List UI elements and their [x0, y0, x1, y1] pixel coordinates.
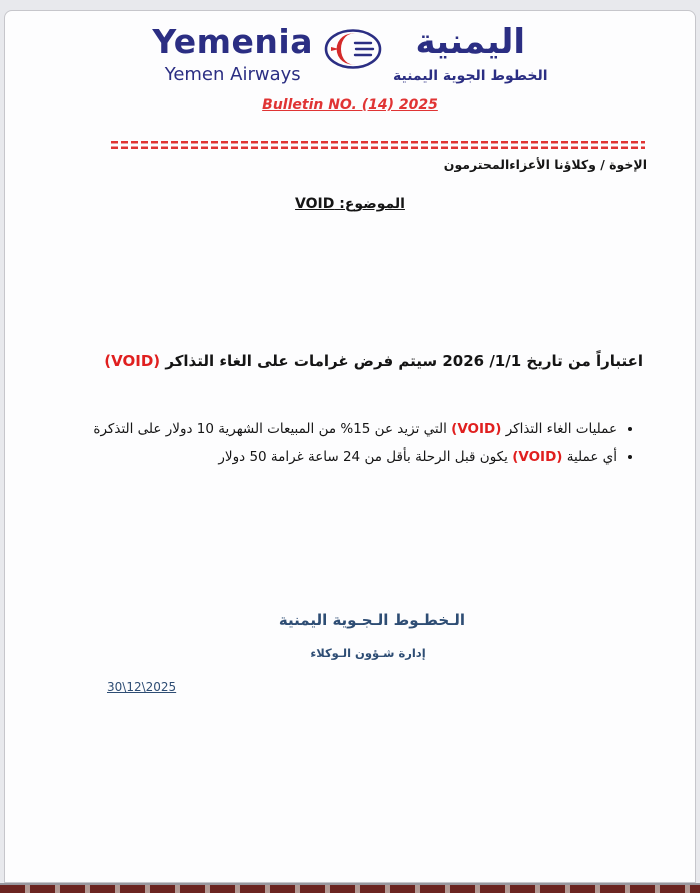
bullet-item-monthly-sales-penalty	[45, 415, 617, 443]
tagline-arabic: الخطوط الجوية اليمنية	[392, 68, 548, 84]
bottom-cutoff-separator	[0, 883, 700, 893]
signature-department: إدارة شـؤون الـوكلاء	[310, 646, 426, 661]
logo-english-block	[152, 22, 313, 85]
bullet1-void-term: (VOID)	[451, 420, 502, 437]
logo-arabic-block	[392, 22, 548, 84]
heading-text: اعتباراً من تاريخ 1/1/ 2026 سيتم فرض غرامات على الغاء التذاكر	[160, 352, 643, 370]
crescent-bird-logo-icon	[323, 27, 383, 75]
heading-void-term: (VOID)	[104, 352, 161, 370]
bulletin-title: Bulletin NO. (14) 2025	[262, 97, 438, 113]
signature-company: الـخطـوط الـجـوية اليمنية	[278, 611, 466, 630]
bulletin-page	[4, 10, 696, 883]
bullet2-text-before: أي عملية	[562, 448, 617, 465]
subject-line: الموضوع: VOID	[295, 196, 405, 212]
logo	[5, 22, 695, 85]
brand-name-arabic: اليمنية	[415, 22, 526, 62]
bullet2-void-term: (VOID)	[512, 448, 563, 465]
bullet1-text-after: التي تزيد عن 15% من المبيعات الشهرية 10 دولار على التذكرة	[93, 420, 452, 437]
equals-separator-line	[111, 141, 645, 149]
greeting-row	[5, 157, 695, 172]
bullet1-text-before: عمليات الغاء التذاكر	[501, 420, 617, 437]
tagline-english: Yemen Airways	[164, 64, 301, 85]
greeting-addressees: الإخوة / وكلاؤنا الأعزاء	[509, 157, 647, 172]
bullet-item-24h-penalty	[45, 443, 617, 471]
brand-name-english: Yemenia	[152, 22, 313, 61]
penalty-bullet-list	[45, 415, 635, 472]
greeting-honorific: المحترمون	[443, 157, 510, 172]
document-date: 30\12\2025	[107, 680, 177, 695]
main-heading	[95, 350, 643, 373]
bullet2-text-after: يكون قبل الرحلة بأقل من 24 ساعة غرامة 50 دولار	[218, 448, 513, 465]
